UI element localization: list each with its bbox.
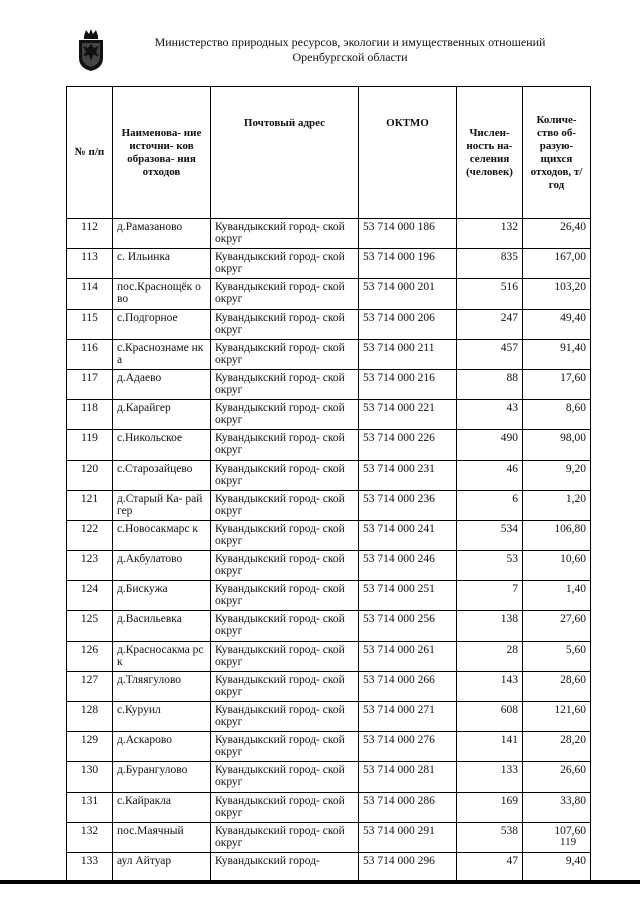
row-number: 116 — [67, 339, 113, 369]
row-number: 121 — [67, 490, 113, 520]
oktmo-code: 53 714 000 286 — [359, 792, 457, 822]
waste-amount: 8,60 — [523, 400, 591, 430]
table-row — [67, 671, 591, 701]
column-header-source-name: Наименова- ние источни- ков образова- ния отходов — [113, 87, 211, 219]
source-name: с.Куруил — [113, 702, 211, 732]
postal-address: Кувандыкский город- ской округ — [211, 279, 359, 309]
row-number: 118 — [67, 400, 113, 430]
population: 28 — [457, 641, 523, 671]
oktmo-code: 53 714 000 186 — [359, 219, 457, 249]
table-row — [67, 581, 591, 611]
row-number: 126 — [67, 641, 113, 671]
row-number: 115 — [67, 309, 113, 339]
table-row — [67, 551, 591, 581]
table-row — [67, 219, 591, 249]
oktmo-code: 53 714 000 221 — [359, 400, 457, 430]
waste-amount: 1,40 — [523, 581, 591, 611]
row-number: 125 — [67, 611, 113, 641]
source-name: с.Кайракла — [113, 792, 211, 822]
postal-address: Кувандыкский город- ской округ — [211, 249, 359, 279]
waste-amount: 9,20 — [523, 460, 591, 490]
waste-amount: 106,80 — [523, 520, 591, 550]
source-name: аул Айтуар — [113, 852, 211, 882]
row-number: 124 — [67, 581, 113, 611]
population: 247 — [457, 309, 523, 339]
source-name: д.Тляягулово — [113, 671, 211, 701]
oktmo-code: 53 714 000 276 — [359, 732, 457, 762]
population: 490 — [457, 430, 523, 460]
table-row — [67, 279, 591, 309]
population: 138 — [457, 611, 523, 641]
population: 835 — [457, 249, 523, 279]
population: 143 — [457, 671, 523, 701]
row-number: 114 — [67, 279, 113, 309]
table-row — [67, 309, 591, 339]
waste-amount: 121,60 — [523, 702, 591, 732]
table-row — [67, 369, 591, 399]
waste-amount: 98,00 — [523, 430, 591, 460]
waste-sources-table — [66, 86, 591, 883]
postal-address: Кувандыкский город- ской округ — [211, 551, 359, 581]
row-number: 113 — [67, 249, 113, 279]
source-name: д.Акбулатово — [113, 551, 211, 581]
oktmo-code: 53 714 000 261 — [359, 641, 457, 671]
row-number: 131 — [67, 792, 113, 822]
document-header — [0, 0, 640, 80]
oktmo-code: 53 714 000 206 — [359, 309, 457, 339]
table-row — [67, 792, 591, 822]
source-name: д.Рамазаново — [113, 219, 211, 249]
oktmo-code: 53 714 000 291 — [359, 822, 457, 852]
table-row — [67, 490, 591, 520]
column-header-waste-amount: Количе- ство об- разую- щихся отходов, т/год — [523, 87, 591, 219]
source-name: д.Аскарово — [113, 732, 211, 762]
population: 88 — [457, 369, 523, 399]
oktmo-code: 53 714 000 216 — [359, 369, 457, 399]
row-number: 127 — [67, 671, 113, 701]
oktmo-code: 53 714 000 296 — [359, 852, 457, 882]
oktmo-code: 53 714 000 251 — [359, 581, 457, 611]
population: 47 — [457, 852, 523, 882]
row-number: 132 — [67, 822, 113, 852]
source-name: пос.Краснощёк ово — [113, 279, 211, 309]
source-name: д.Адаево — [113, 369, 211, 399]
source-name: д.Бурангулово — [113, 762, 211, 792]
oktmo-code: 53 714 000 201 — [359, 279, 457, 309]
waste-amount: 26,40 — [523, 219, 591, 249]
population: 169 — [457, 792, 523, 822]
postal-address: Кувандыкский город- ской округ — [211, 339, 359, 369]
table-row — [67, 762, 591, 792]
column-header-number: № п/п — [67, 87, 113, 219]
oktmo-code: 53 714 000 196 — [359, 249, 457, 279]
waste-amount: 5,60 — [523, 641, 591, 671]
row-number: 130 — [67, 762, 113, 792]
row-number: 123 — [67, 551, 113, 581]
source-name: д.Красносакма рск — [113, 641, 211, 671]
bottom-rule — [0, 880, 640, 884]
oktmo-code: 53 714 000 271 — [359, 702, 457, 732]
postal-address: Кувандыкский город- ской округ — [211, 520, 359, 550]
waste-amount: 26,60 — [523, 762, 591, 792]
population: 538 — [457, 822, 523, 852]
waste-amount: 28,20 — [523, 732, 591, 762]
population: 608 — [457, 702, 523, 732]
oktmo-code: 53 714 000 211 — [359, 339, 457, 369]
source-name: пос.Маячный — [113, 822, 211, 852]
column-header-postal-address: Почтовый адрес — [211, 87, 359, 219]
source-name: с.Подгорное — [113, 309, 211, 339]
population: 46 — [457, 460, 523, 490]
postal-address: Кувандыкский город- ской округ — [211, 822, 359, 852]
source-name: д.Карайгер — [113, 400, 211, 430]
table-header-row — [67, 87, 591, 219]
population: 53 — [457, 551, 523, 581]
postal-address: Кувандыкский город- ской округ — [211, 490, 359, 520]
row-number: 128 — [67, 702, 113, 732]
population: 457 — [457, 339, 523, 369]
waste-amount: 33,80 — [523, 792, 591, 822]
postal-address: Кувандыкский город- ской округ — [211, 219, 359, 249]
region-name: Оренбургской области — [292, 50, 408, 64]
oktmo-code: 53 714 000 226 — [359, 430, 457, 460]
waste-amount: 167,00 — [523, 249, 591, 279]
oktmo-code: 53 714 000 266 — [359, 671, 457, 701]
postal-address: Кувандыкский город- ской округ — [211, 792, 359, 822]
row-number: 129 — [67, 732, 113, 762]
table-row — [67, 520, 591, 550]
waste-amount: 27,60 — [523, 611, 591, 641]
postal-address: Кувандыкский город- ской округ — [211, 702, 359, 732]
waste-amount: 1,20 — [523, 490, 591, 520]
row-number: 119 — [67, 430, 113, 460]
source-name: с.Старозайцево — [113, 460, 211, 490]
postal-address: Кувандыкский город- ской округ — [211, 430, 359, 460]
postal-address: Кувандыкский город- ской округ — [211, 611, 359, 641]
population: 7 — [457, 581, 523, 611]
row-number: 120 — [67, 460, 113, 490]
waste-amount: 107,60 — [523, 822, 591, 852]
column-header-population: Числен- ность на- селения (человек) — [457, 87, 523, 219]
postal-address: Кувандыкский город- — [211, 852, 359, 882]
table-row — [67, 641, 591, 671]
table-row — [67, 852, 591, 882]
population: 6 — [457, 490, 523, 520]
row-number: 117 — [67, 369, 113, 399]
table-body — [67, 219, 591, 883]
table-row — [67, 430, 591, 460]
population: 516 — [457, 279, 523, 309]
table-row — [67, 732, 591, 762]
page-number: 119 — [560, 836, 577, 848]
oktmo-code: 53 714 000 281 — [359, 762, 457, 792]
source-name: с.Краснознаме нка — [113, 339, 211, 369]
oktmo-code: 53 714 000 246 — [359, 551, 457, 581]
column-header-oktmo: ОКТМО — [359, 87, 457, 219]
waste-amount: 17,60 — [523, 369, 591, 399]
table-row — [67, 460, 591, 490]
row-number: 112 — [67, 219, 113, 249]
population: 141 — [457, 732, 523, 762]
waste-amount: 10,60 — [523, 551, 591, 581]
table-row — [67, 249, 591, 279]
source-name: д.Васильевка — [113, 611, 211, 641]
postal-address: Кувандыкский город- ской округ — [211, 581, 359, 611]
postal-address: Кувандыкский город- ской округ — [211, 762, 359, 792]
source-name: с. Ильинка — [113, 249, 211, 279]
population: 43 — [457, 400, 523, 430]
postal-address: Кувандыкский город- ской округ — [211, 309, 359, 339]
postal-address: Кувандыкский город- ской округ — [211, 400, 359, 430]
postal-address: Кувандыкский город- ской округ — [211, 460, 359, 490]
table-row — [67, 822, 591, 852]
source-name: д.Старый Ка- райгер — [113, 490, 211, 520]
population: 133 — [457, 762, 523, 792]
table-row — [67, 702, 591, 732]
waste-amount: 103,20 — [523, 279, 591, 309]
source-name: с.Никольское — [113, 430, 211, 460]
table-row — [67, 339, 591, 369]
oktmo-code: 53 714 000 236 — [359, 490, 457, 520]
postal-address: Кувандыкский город- ской округ — [211, 369, 359, 399]
oktmo-code: 53 714 000 231 — [359, 460, 457, 490]
oktmo-code: 53 714 000 256 — [359, 611, 457, 641]
waste-amount: 49,40 — [523, 309, 591, 339]
waste-amount: 28,60 — [523, 671, 591, 701]
coat-of-arms-icon — [76, 28, 106, 72]
row-number: 133 — [67, 852, 113, 882]
postal-address: Кувандыкский город- ской округ — [211, 641, 359, 671]
source-name: с.Новосакмарс к — [113, 520, 211, 550]
population: 534 — [457, 520, 523, 550]
source-name: д.Бискужа — [113, 581, 211, 611]
waste-amount: 9,40 — [523, 852, 591, 882]
table-row — [67, 400, 591, 430]
postal-address: Кувандыкский город- ской округ — [211, 732, 359, 762]
waste-amount: 91,40 — [523, 339, 591, 369]
postal-address: Кувандыкский город- ской округ — [211, 671, 359, 701]
oktmo-code: 53 714 000 241 — [359, 520, 457, 550]
table-row — [67, 611, 591, 641]
organization-name: Министерство природных ресурсов, экологии и имущественных отношений — [154, 35, 546, 49]
row-number: 122 — [67, 520, 113, 550]
population: 132 — [457, 219, 523, 249]
